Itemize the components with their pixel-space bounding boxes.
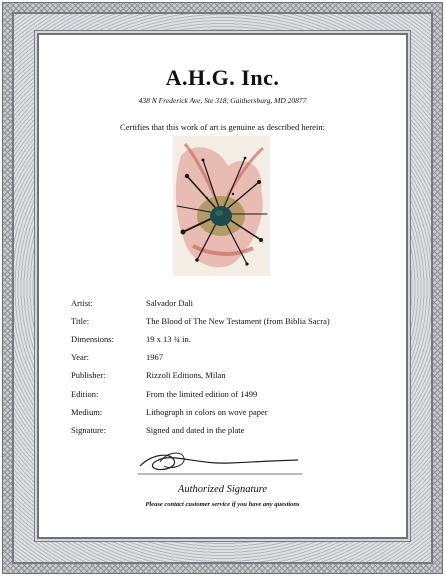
detail-label: Medium: <box>71 406 103 417</box>
detail-row-title <box>71 312 391 330</box>
detail-label: Title: <box>71 316 90 327</box>
detail-row-dimensions <box>71 330 391 348</box>
detail-value: 19 x 13 ¾ in. <box>146 334 191 345</box>
handwritten-signature-icon <box>130 444 310 478</box>
detail-value: Salvador Dali <box>146 298 193 309</box>
artwork-thumbnail <box>173 136 270 276</box>
detail-row-medium <box>71 403 391 421</box>
artwork-center-blot <box>210 206 232 226</box>
detail-value: Lithograph in colors on wove paper <box>146 406 268 417</box>
detail-row-signature <box>71 421 391 439</box>
detail-value: Signed and dated in the plate <box>146 424 245 435</box>
detail-row-publisher <box>71 366 391 384</box>
detail-value: From the limited edition of 1499 <box>146 388 258 399</box>
detail-row-artist <box>71 294 391 312</box>
authorized-signature-label: Authorized Signature <box>177 484 268 495</box>
detail-value: The Blood of The New Testament (from Biblia Sacra) <box>146 316 330 327</box>
artwork-details <box>71 294 391 439</box>
certificate-content <box>40 36 405 536</box>
detail-value: 1967 <box>146 352 163 363</box>
detail-label: Signature: <box>71 424 106 435</box>
detail-row-year <box>71 348 391 366</box>
detail-label: Publisher: <box>71 370 106 381</box>
detail-row-edition <box>71 384 391 402</box>
certification-statement: Certifies that this work of art is genuine as described herein: <box>120 122 325 132</box>
detail-label: Year: <box>71 352 90 363</box>
artwork-center-highlight <box>215 210 223 216</box>
detail-value: Rizzoli Editions, Milan <box>146 370 226 381</box>
detail-label: Artist: <box>71 298 93 309</box>
detail-label: Edition: <box>71 388 99 399</box>
detail-label: Dimensions: <box>71 334 114 345</box>
contact-note: Please contact customer service if you have any questions <box>145 501 300 508</box>
company-name: A.H.G. Inc. <box>165 65 280 90</box>
company-address: 438 N Frederick Ave, Ste 318, Gaithersburg, MD 20877 <box>138 96 307 105</box>
